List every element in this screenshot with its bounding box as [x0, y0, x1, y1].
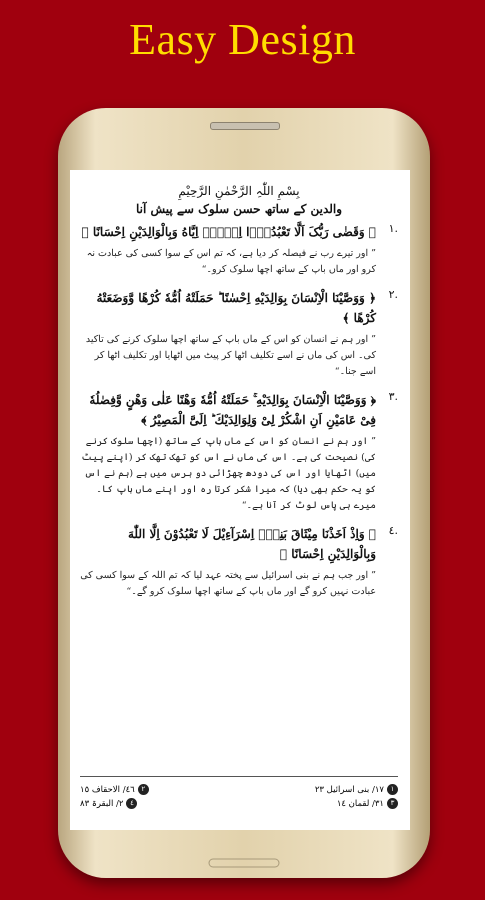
ayah-text: ﴿ وَاِذْ اَخَذْنَا مِیْثَاقَ بَنِیْۤ اِسْرَآءِیْلَ لَا تَعْبُدُوْنَ اِلَّا اللّٰهَ وَبِالْوَالِدَیْنِ اِحْسَانًا ﴾ — [127, 527, 376, 561]
footnote-number: ٤ — [126, 798, 137, 809]
footnote-number: ٢ — [138, 784, 149, 795]
entry-number: ٢. — [388, 288, 398, 301]
footnote-text: ٤٦/ الاحقاف ١٥ — [80, 784, 135, 795]
entry-1 — [80, 222, 398, 278]
footnote-number: ١ — [387, 784, 398, 795]
ayah-text: ﴿ وَوَصَّیْنَا الْاِنْسَانَ بِوَالِدَیْهِ اِحْسٰنًا ؕ حَمَلَتْهُ اُمُّهٗ کُرْهًا وَّوَضَعَتْهُ کُرْهًا ﴾ — [96, 291, 376, 325]
footnote-row — [80, 784, 398, 795]
footnote-text: ١٧/ بنی اسرائیل ٢٣ — [314, 784, 384, 795]
footnotes — [80, 776, 398, 812]
footnote-item — [80, 798, 137, 809]
entry-3 — [80, 390, 398, 514]
entry-2 — [80, 288, 398, 380]
phone-screen — [70, 170, 410, 830]
footnote-row — [80, 798, 398, 809]
translation-text: ” اور جب ہم نے بنی اسرائیل سے پختہ عہد لیا کہ تم اللہ کے سوا کسی کی عبادت نہیں کرو گے اور ماں باپ کے ساتھ اچھا سلوک کرو گے۔“ — [80, 570, 376, 597]
translation-text: ” اور ہم نے انسان کو اس کے ماں باپ کے ساتھ (اچھا سلوک کرنے کی) نصیحت کی ہے۔ اس کی ماں نے اس کو تھک تھک کر (اپنے پیٹ میں) اٹھایا اور اس کی دودھ چھڑائی دو برس میں ہے (ہم نے اس کو یہ حکم بھی دیا) کہ میرا شکر کرتا رہ اور اپنے ماں باپ کا۔ میرے ہی پاس لوٹ کر آنا ہے۔“ — [81, 436, 376, 511]
banner-title: Easy Design — [129, 15, 356, 64]
page-heading: والدین کے ساتھ حسن سلوک سے پیش آنا — [135, 202, 343, 216]
footnote-item — [80, 784, 149, 795]
ayah-text: ﴿ وَقَضٰی رَبُّکَ اَلَّا تَعْبُدُوْۤا اِلَّاۤ اِیَّاهُ وَبِالْوَالِدَیْنِ اِحْسَانًا ﴾ — [81, 225, 376, 239]
ayah-text: ﴿ وَوَصَّیْنَا الْاِنْسَانَ بِوَالِدَیْهِ ۚ حَمَلَتْهُ اُمُّهٗ وَهْنًا عَلٰی وَهْنٍ وَّفِصٰلُهٗ فِیْ عَامَیْنِ اَنِ اشْکُرْ لِیْ وَلِوَالِدَیْكَ ؕ اِلَیَّ الْمَصِیْرُ ﴾ — [89, 393, 376, 427]
home-button-outline[interactable] — [208, 858, 280, 868]
footnote-item — [315, 784, 398, 795]
footnote-text: ٢/ البقرۃ ٨٣ — [80, 799, 124, 809]
translation-text: ” اور تیرے رب نے فیصلہ کر دیا ہے، کہ تم اس کے سوا کسی کی عبادت نہ کرو اور ماں باپ کے ساتھ اچھا سلوک کرو۔“ — [86, 248, 376, 275]
phone-frame — [58, 108, 430, 878]
entry-4 — [80, 524, 398, 600]
translation-text: ” اور ہم نے انسان کو اس کے ماں باپ کے ساتھ اچھا سلوک کرنے کی تاکید کی۔ اس کی ماں نے اسے تکلیف اٹھا کر پیٹ میں اٹھایا اور تکلیف اٹھا کر اسے جنا۔“ — [85, 334, 376, 377]
entry-number: ٤. — [388, 524, 398, 537]
footnote-text: ٣١/ لقمان ١٤ — [336, 798, 384, 809]
bismillah: بِسْمِ اللّٰہِ الرَّحْمٰنِ الرَّحِیْمِ — [178, 184, 300, 198]
footnote-item — [337, 798, 398, 809]
footnote-number: ٣ — [387, 798, 398, 809]
entry-number: ١. — [388, 222, 398, 235]
entry-number: ٣. — [388, 390, 398, 403]
speaker-grille — [210, 122, 280, 130]
book-page — [70, 170, 410, 600]
